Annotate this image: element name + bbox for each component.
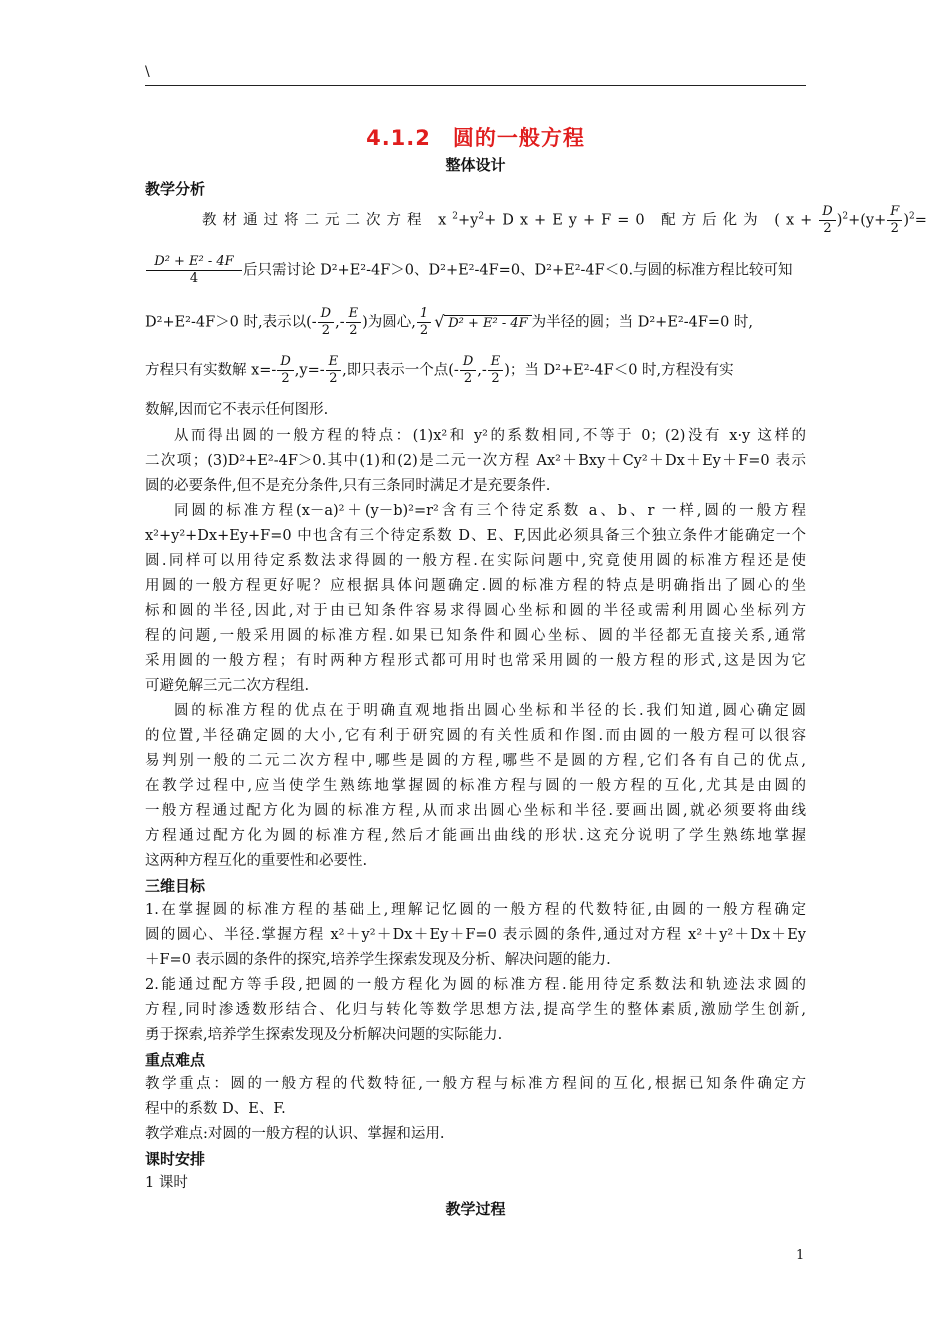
schedule-line: 1 课时 bbox=[145, 1175, 188, 1191]
section-heading-key-points: 重点难点 bbox=[145, 1051, 206, 1069]
section-heading-process: 教学过程 bbox=[445, 1200, 506, 1218]
page-number: 1 bbox=[796, 1248, 805, 1263]
fraction-d-over-2: $\frac{D}{2}$ bbox=[460, 354, 476, 387]
fraction-discriminant-over-4: $\frac{\text{D² + E² - 4F}}{4}$ bbox=[146, 254, 242, 287]
goal-line: 圆的圆心、半径.掌握方程 x²＋y²＋Dx＋Ey＋F=0 表示圆的条件,通过对方程 x²＋y²＋Dx＋Ey bbox=[145, 927, 806, 943]
page-subtitle: 整体设计 bbox=[445, 156, 506, 174]
goal-line: 1.在掌握圆的标准方程的基础上,理解记忆圆的一般方程的代数特征,由圆的一般方程确定 bbox=[145, 902, 806, 918]
paragraph-line: 易判别一般的二元二次方程中,哪些是圆的方程,哪些不是圆的方程,它们各有自己的优点, bbox=[145, 753, 806, 769]
paragraph-line: 这两种方程互化的重要性和必要性. bbox=[145, 853, 368, 869]
section-heading-analysis: 教学分析 bbox=[145, 180, 206, 198]
fraction-d-over-2: $\frac{D}{2}$ bbox=[819, 204, 835, 237]
analysis-line-3: D²+E²-4F＞0 时,表示以(- $\frac{D}{2}$ ,- $\frac{E}{2}$ )为圆心, $\frac{1}{2}$ √ D² + E² - 4F 为半径的圆；当 D²+E²-4F=0 时, bbox=[145, 306, 753, 339]
analysis-line-5: 数解,因而它不表示任何图形. bbox=[145, 402, 329, 418]
section-heading-goals: 三维目标 bbox=[145, 877, 206, 895]
paragraph-line: 可避免解三元二次方程组. bbox=[145, 678, 310, 694]
paragraph-line: 的位置,半径确定圆的大小,它有利于研究圆的有关性质和作图.而由圆的一般方程可以很容 bbox=[145, 728, 806, 744]
paragraph-line: 程的问题,一般采用圆的标准方程.如果已知条件和圆心坐标、圆的半径都无直接关系,通常 bbox=[145, 628, 806, 644]
analysis-line-1: 教材通过将二元二次方程 $x^2+y^2+Dx+Ey+F=0$ 配方后化为 (x+ $\frac{D}{2}$ )$^2$+(y+ $\frac{F}{2}$ )$^2$= bbox=[202, 204, 927, 236]
key-point-line: 教学难点:对圆的一般方程的认识、掌握和运用. bbox=[145, 1126, 445, 1142]
analysis-line-4: 方程只有实数解 x=- $\frac{D}{2}$ ,y=- $\frac{E}{2}$ ,即只表示一个点(- $\frac{D}{2}$ ,- $\frac{E}{2}$ )；当 D²+E²-4F＜0 时,方程没有实 bbox=[145, 354, 734, 386]
paragraph-line: 圆.同样可以用待定系数法求得圆的一般方程.在实际问题中,究竟使用圆的标准方程还是使 bbox=[145, 553, 806, 569]
header-rule bbox=[145, 85, 806, 86]
sqrt-discriminant: √ D² + E² - 4F bbox=[444, 315, 531, 331]
paragraph-line: 从而得出圆的一般方程的特点：(1)x²和 y²的系数相同,不等于 0；(2)没有 x·y 这样的 bbox=[174, 428, 806, 444]
paragraph-line: 在教学过程中,应当使学生熟练地掌握圆的标准方程与圆的一般方程的互化,尤其是由圆的 bbox=[145, 778, 806, 794]
paragraph-line: 圆的标准方程的优点在于明确直观地指出圆心坐标和半径的长.我们知道,圆心确定圆 bbox=[174, 703, 806, 719]
fraction-one-half: $\frac{1}{2}$ bbox=[417, 306, 431, 339]
paragraph-line: 二次项；(3)D²+E²-4F＞0.其中(1)和(2)是二元一次方程 Ax²＋Bxy＋Cy²＋Dx＋Ey＋F=0 表示 bbox=[145, 453, 806, 469]
paragraph-line: 采用圆的一般方程；有时两种方程形式都可用时也常采用圆的一般方程的形式,这是因为它 bbox=[145, 653, 806, 669]
fraction-e-over-2: $\frac{E}{2}$ bbox=[346, 306, 362, 339]
fraction-d-over-2: $\frac{D}{2}$ bbox=[277, 354, 293, 387]
fraction-f-over-2: $\frac{F}{2}$ bbox=[887, 204, 902, 237]
fraction-e-over-2: $\frac{E}{2}$ bbox=[326, 354, 342, 387]
key-point-line: 教学重点：圆的一般方程的代数特征,一般方程与标准方程间的互化,根据已知条件确定方 bbox=[145, 1076, 806, 1092]
paragraph-line: 标和圆的半径,因此,对于由已知条件容易求得圆心坐标和圆的半径或需利用圆心坐标列方 bbox=[145, 603, 806, 619]
paragraph-line: 圆的必要条件,但不是充分条件,只有三条同时满足才是充要条件. bbox=[145, 478, 551, 494]
fraction-e-over-2: $\frac{E}{2}$ bbox=[488, 354, 504, 387]
paragraph-line: 同圆的标准方程(x－a)²＋(y－b)²=r²含有三个待定系数 a、b、r 一样,圆的一般方程 bbox=[174, 503, 806, 519]
goal-line: 方程,同时渗透数形结合、化归与转化等数学思想方法,提高学生的整体素质,激励学生创新, bbox=[145, 1002, 806, 1018]
page-title: 4.1.2 圆的一般方程 bbox=[366, 126, 585, 150]
key-point-line: 程中的系数 D、E、F. bbox=[145, 1101, 286, 1117]
fraction-d-over-2: $\frac{D}{2}$ bbox=[318, 306, 334, 339]
goal-line: 2.能通过配方等手段,把圆的一般方程化为圆的标准方程.能用待定系数法和轨迹法求圆的 bbox=[145, 977, 806, 993]
goal-line: ＋F=0 表示圆的条件的探究,培养学生探索发现及分析、解决问题的能力. bbox=[145, 952, 611, 968]
paragraph-line: 一般方程通过配方化为圆的标准方程,从而求出圆心坐标和半径.要画出圆,就必须要将曲线 bbox=[145, 803, 806, 819]
section-heading-schedule: 课时安排 bbox=[145, 1150, 206, 1168]
paragraph-line: 方程通过配方化为圆的标准方程,然后才能画出曲线的形状.这充分说明了学生熟练地掌握 bbox=[145, 828, 806, 844]
goal-line: 勇于探索,培养学生探索发现及分析解决问题的实际能力. bbox=[145, 1027, 503, 1043]
paragraph-line: x²+y²+Dx+Ey+F=0 中也含有三个待定系数 D、E、F,因此必须具备三个独立条件才能确定一个 bbox=[145, 528, 806, 544]
header-mark: \ bbox=[145, 64, 150, 80]
analysis-line-2: $\frac{\text{D² + E² - 4F}}{4}$ 后只需讨论 D²+E²-4F＞0、D²+E²-4F=0、D²+E²-4F＜0.与圆的标准方程比较可知 bbox=[145, 254, 793, 287]
paragraph-line: 用圆的一般方程更好呢？应根据具体问题确定.圆的标准方程的特点是明确指出了圆心的坐 bbox=[145, 578, 806, 594]
